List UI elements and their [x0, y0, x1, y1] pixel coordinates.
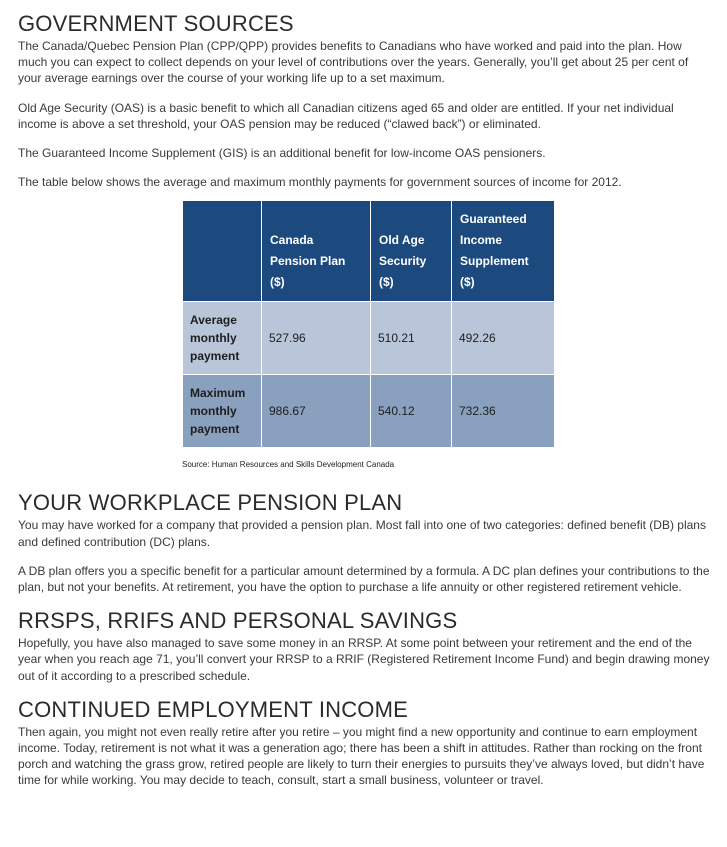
table-row [183, 375, 555, 448]
table-header-corner [183, 201, 262, 302]
paragraph-db-dc: A DB plan offers you a specific benefit for a particular amount determined by a formula. A DC plan defines your contributions to the plan, but not your benefits. At retirement, you have the option to purchase a life annuity or other registered retirement vehicle. [18, 563, 710, 595]
cell-average-gis: 492.26 [452, 302, 555, 375]
section-heading-workplace-pension: YOUR WORKPLACE PENSION PLAN [18, 490, 403, 516]
cell-average-cpp: 527.96 [262, 302, 371, 375]
table-header-cpp: Canada Pension Plan ($) [262, 201, 371, 302]
table-header-row [183, 201, 555, 302]
section-heading-government-sources: GOVERNMENT SOURCES [18, 11, 294, 36]
paragraph-cpp: The Canada/Quebec Pension Plan (CPP/QPP) provides benefits to Canadians who have worked and paid into the plan. How much you can expect to collect depends on your level of contributions over the years. Generally, you’ll get about 25 per cent of your average earnings over the course of your working life up to a set maximum. [18, 39, 689, 86]
table-header-gis: Guaranteed Income Supplement ($) [452, 201, 555, 302]
section-heading-rrsps: RRSPS, RRIFS AND PERSONAL SAVINGS [18, 608, 458, 634]
payments-table [182, 200, 555, 448]
payments-table-wrapper [182, 200, 555, 469]
cell-maximum-oas: 540.12 [371, 375, 452, 448]
paragraph-pension-categories: You may have worked for a company that provided a pension plan. Most fall into one of two categories: defined benefit (DB) plans and defined contribution (DC) plans. [18, 518, 706, 549]
paragraph-rrsp: Hopefully, you have also managed to save some money in an RRSP. At some point between your retirement and the end of the year when you reach age 71, you’ll convert your RRSP to a RRIF (Registered Retirement Income Fund) and begin drawing money out of it according to a prescribed schedule. [18, 636, 710, 683]
paragraph-gis: The Guaranteed Income Supplement (GIS) is an additional benefit for low-income OAS pensioners. [18, 146, 546, 161]
row-label-maximum: Maximum monthly payment [183, 375, 262, 448]
paragraph-table-intro: The table below shows the average and maximum monthly payments for government sources of income for 2012. [18, 175, 622, 190]
table-header-oas: Old Age Security ($) [371, 201, 452, 302]
table-row [183, 302, 555, 375]
section-heading-employment-income: CONTINUED EMPLOYMENT INCOME [18, 696, 409, 722]
cell-maximum-gis: 732.36 [452, 375, 555, 448]
paragraph-employment: Then again, you might not even really retire after you retire – you might find a new opportunity and continue to earn employment income. Today, retirement is not what it was a generation ago; there has been a shift in attitudes. Rather than rocking on the front porch and watching the grass grow, retired people are likely to turn their energies to pursuits they’ve always loved, but didn’t have time for while working. You may decide to teach, consult, start a small business, volunteer or travel. [18, 724, 705, 788]
cell-maximum-cpp: 986.67 [262, 375, 371, 448]
row-label-average: Average monthly payment [183, 302, 262, 375]
table-source-note: Source: Human Resources and Skills Development Canada [182, 460, 395, 470]
paragraph-oas: Old Age Security (OAS) is a basic benefit to which all Canadian citizens aged 65 and older are entitled. If your net individual income is above a set threshold, your OAS pension may be reduced (“clawed back”) or eliminated. [18, 100, 674, 131]
cell-average-oas: 510.21 [371, 302, 452, 375]
